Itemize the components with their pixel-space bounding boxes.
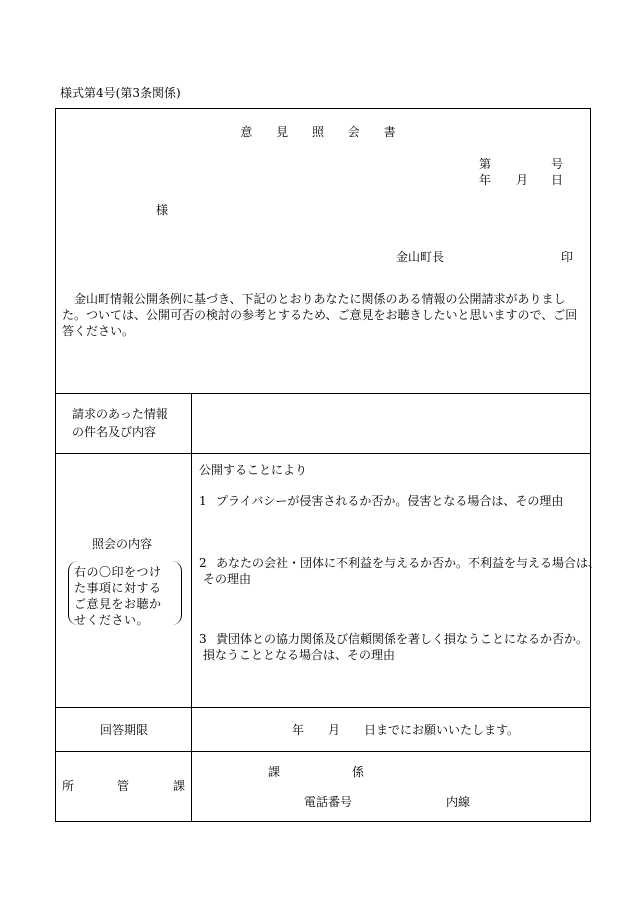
item-text: 貴団体との協力関係及び信頼関係を著しく損なうことになるか否か。 [216, 632, 589, 646]
dept-label-char: 所 [62, 779, 75, 793]
note-line: た事項に対する [74, 581, 162, 595]
item-number: 2 [199, 556, 207, 570]
note-line: せください。 [74, 613, 150, 627]
number-prefix: 第 [479, 157, 492, 171]
inquiry-note [74, 564, 174, 628]
date-month: 月 [516, 173, 529, 187]
number-suffix: 号 [551, 157, 564, 171]
dept-section: 課 [268, 765, 281, 779]
deadline-label: 回答期限 [100, 723, 149, 737]
document-frame [55, 108, 601, 822]
item-text-cont: その理由 [203, 572, 252, 586]
divider [56, 751, 590, 752]
seal-mark: 印 [561, 250, 574, 264]
note-line: 右の〇印をつけ [74, 565, 162, 579]
item-number: 1 [199, 494, 207, 508]
date-year: 年 [479, 173, 492, 187]
dept-label-char: 管 [117, 779, 130, 793]
inquiry-intro: 公開することにより [199, 463, 308, 477]
divider [56, 707, 590, 708]
recipient-suffix: 様 [156, 203, 169, 217]
item-number: 3 [199, 632, 207, 646]
item-text: あなたの会社・団体に不利益を与えるか否か。不利益を与える場合は、 [216, 556, 601, 570]
item-text: プライバシーが侵害されるか否か。侵害となる場合は、その理由 [216, 494, 564, 508]
date-day: 日 [551, 173, 564, 187]
form-label: 様式第4号(第3条関係) [60, 86, 181, 100]
column-divider [191, 393, 192, 821]
dept-subsection: 係 [352, 765, 365, 779]
inquiry-label: 照会の内容 [92, 537, 153, 551]
document-title: 意 見 照 会 書 [240, 125, 406, 139]
phone-label: 電話番号 [304, 795, 353, 809]
item-text-cont: 損なうこととなる場合は、その理由 [203, 648, 396, 662]
body-text [62, 291, 586, 339]
dept-label-char: 課 [173, 779, 186, 793]
divider [56, 393, 590, 394]
sender-title: 金山町長 [396, 250, 445, 264]
deadline-month: 月 [328, 723, 341, 737]
request-label-line-2: の件名及び内容 [72, 425, 157, 439]
divider [56, 453, 590, 454]
request-label-line-1: 請求のあった情報 [72, 407, 168, 421]
note-line: ご意見をお聴か [74, 597, 162, 611]
deadline-tail: 日までにお願いいたします。 [364, 723, 520, 737]
body-text-content: 金山町情報公開条例に基づき、下記のとおりあなたに関係のある情報の公開請求がありました。ついては、公開可否の検討の参考とするため、ご意見をお聴きしたいと思いますので、ご回答ください。 [62, 292, 578, 338]
extension-label: 内線 [446, 795, 471, 809]
deadline-year: 年 [292, 723, 305, 737]
